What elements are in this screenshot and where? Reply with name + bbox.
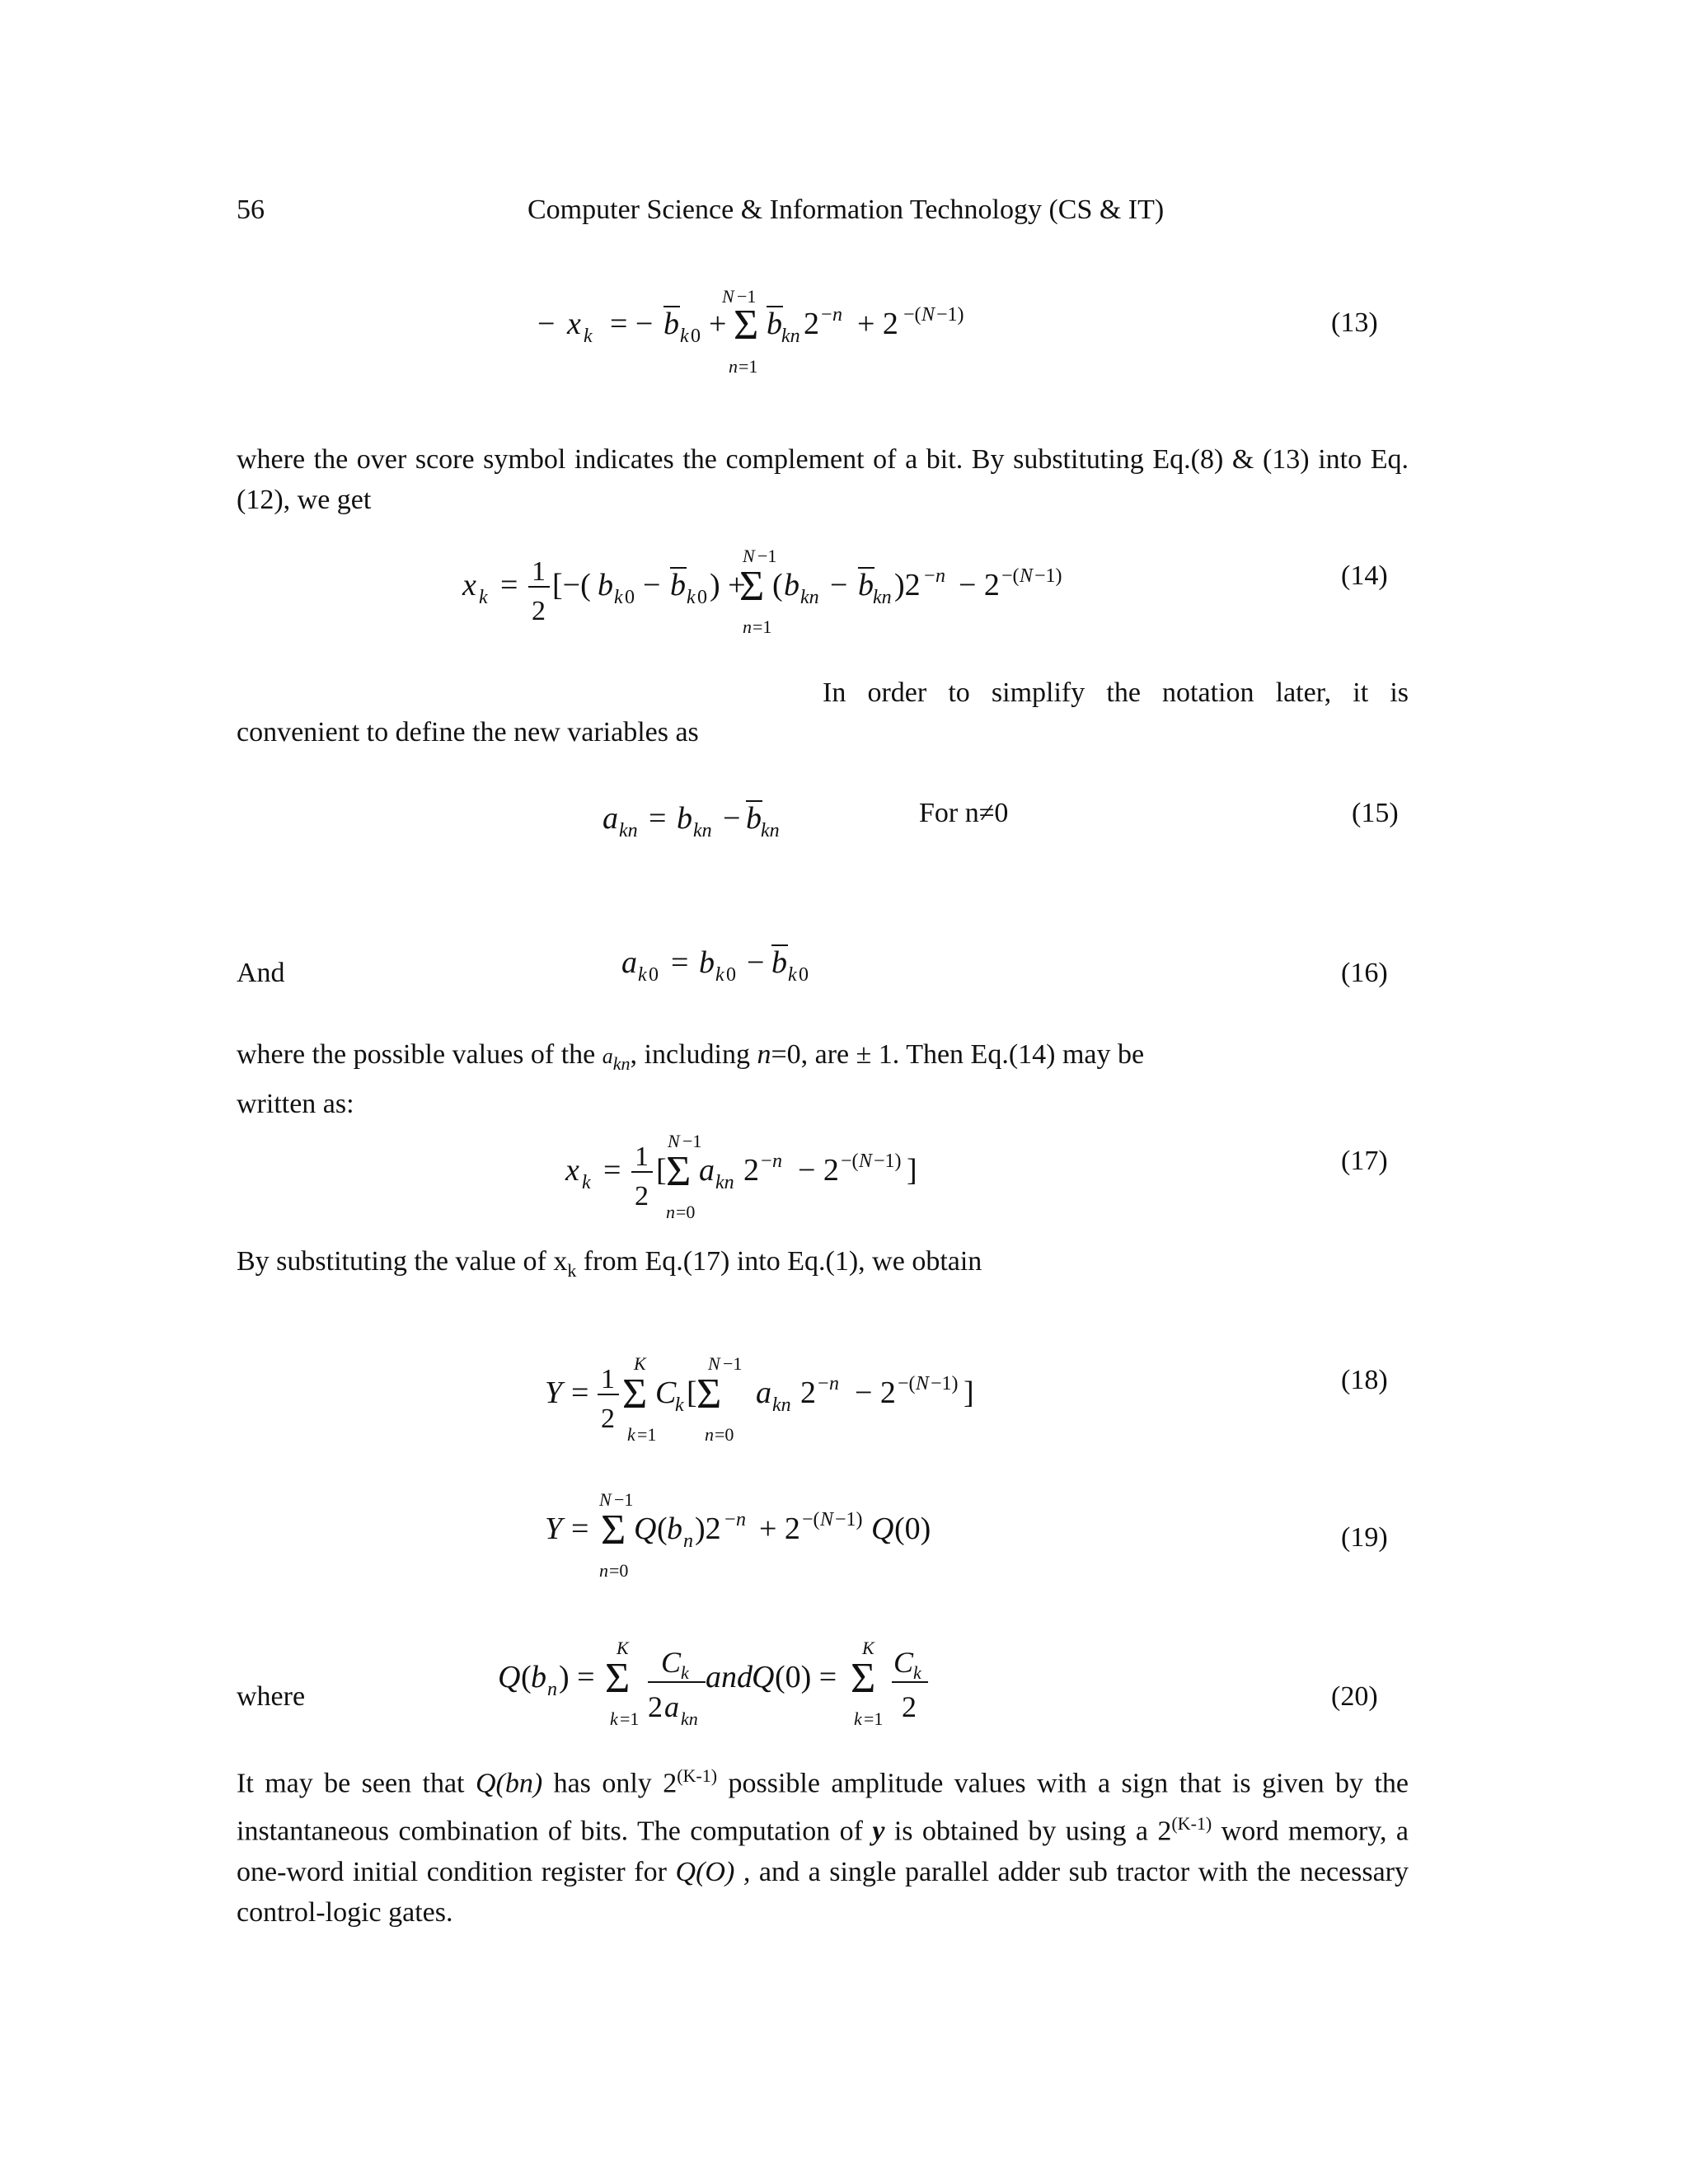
svg-text:]: ] (964, 1376, 974, 1410)
svg-text:k: k (681, 1662, 689, 1683)
paragraph-text: written as: (237, 1088, 354, 1119)
term-y: y (872, 1816, 885, 1847)
svg-text:−: − (724, 1509, 736, 1530)
equation-18 (540, 1352, 1001, 1451)
svg-text:x: x (565, 1153, 579, 1188)
svg-text:n: n (829, 1373, 839, 1394)
paragraph-text: By substituting the value of x (237, 1246, 568, 1277)
svg-text:=1: =1 (753, 616, 772, 637)
svg-text:−1): −1) (835, 1509, 863, 1530)
superscript-k-1: (K-1) (677, 1765, 718, 1786)
svg-text:k: k (582, 1172, 591, 1193)
svg-text:−1): −1) (1034, 565, 1062, 587)
svg-text:=1: =1 (620, 1708, 640, 1729)
svg-text:C: C (661, 1646, 682, 1679)
condition-label: For n≠0 (919, 798, 1009, 828)
svg-text:−(: −( (802, 1509, 820, 1530)
variable-n: n (757, 1039, 771, 1070)
svg-text:−(: −( (1001, 565, 1020, 587)
svg-text:2: 2 (902, 1690, 917, 1723)
svg-text:n: n (832, 304, 842, 326)
svg-text:n: n (729, 356, 738, 377)
paragraph-substituting (237, 1246, 982, 1282)
svg-text:x: x (567, 307, 581, 341)
svg-text:−: − (761, 1151, 772, 1172)
svg-text:K: K (862, 1638, 874, 1658)
svg-text:kn: kn (761, 820, 780, 841)
svg-text:(: ( (657, 1511, 668, 1546)
equation-number-16: (16) (1341, 958, 1388, 988)
equation-number-15: (15) (1352, 798, 1399, 828)
svg-text:0: 0 (649, 964, 659, 986)
paragraph-text: It may be seen that (237, 1768, 465, 1799)
svg-text:N: N (668, 1131, 680, 1151)
svg-text:−: − (537, 307, 556, 341)
svg-text:kn: kn (772, 1394, 791, 1416)
svg-text:0: 0 (697, 587, 707, 608)
svg-text:=: = (571, 1511, 589, 1546)
equation-13 (528, 284, 989, 383)
svg-text:N: N (859, 1151, 873, 1172)
svg-text:b: b (771, 945, 787, 980)
variable-subscript: kn (612, 1052, 631, 1074)
paragraph-possible-values (237, 1034, 1144, 1124)
svg-text:b: b (670, 568, 686, 602)
svg-text:k: k (614, 587, 623, 608)
svg-text:)2: )2 (894, 568, 921, 602)
svg-text:+ 2: + 2 (857, 307, 898, 341)
svg-text:b: b (667, 1511, 682, 1546)
svg-text:−1: −1 (757, 546, 777, 566)
svg-text:N: N (722, 286, 734, 307)
svg-text:K: K (617, 1638, 629, 1658)
svg-text:1: 1 (635, 1141, 649, 1172)
svg-text:b: b (784, 568, 799, 602)
svg-text:n: n (736, 1509, 746, 1530)
svg-text:k: k (638, 964, 647, 986)
svg-text:n: n (705, 1424, 714, 1445)
svg-text:2: 2 (648, 1690, 663, 1723)
term-q-bn: Q(bn) (475, 1768, 543, 1799)
equation-19 (540, 1488, 968, 1586)
svg-text:n: n (772, 1151, 782, 1172)
svg-text:and: and (706, 1660, 753, 1694)
paragraph-text: possible amplitude values with a sign that is given by the instantaneous combination of bits. The computation of (237, 1768, 1409, 1847)
svg-text:C: C (655, 1376, 677, 1410)
svg-text:)2: )2 (695, 1511, 721, 1546)
equation-number-18: (18) (1341, 1365, 1388, 1395)
svg-text:]: ] (907, 1153, 917, 1188)
variable-a: a (602, 1044, 613, 1068)
svg-text:=1: =1 (637, 1424, 657, 1445)
svg-text:kn: kn (781, 326, 800, 347)
svg-text:−: − (747, 945, 765, 980)
svg-text:(0) =: (0) = (775, 1660, 837, 1694)
svg-text:N: N (1020, 565, 1034, 587)
equation-17 (560, 1129, 940, 1228)
svg-text:N: N (743, 546, 755, 566)
svg-text:−(: −( (841, 1151, 859, 1172)
svg-text:=1: =1 (738, 356, 758, 377)
svg-text:Σ: Σ (666, 1148, 692, 1195)
svg-text:−1: −1 (723, 1353, 743, 1374)
svg-text:N: N (916, 1373, 930, 1394)
svg-text:−1): −1) (931, 1373, 959, 1394)
where-label: where (237, 1681, 306, 1712)
paragraph-text: =0, are ± 1. Then Eq.(14) may be (771, 1039, 1145, 1070)
svg-text:−: − (643, 568, 661, 602)
svg-text:−: − (830, 568, 848, 602)
svg-text:b: b (746, 801, 762, 836)
svg-text:−(: −( (898, 1373, 916, 1394)
svg-text:Q: Q (634, 1511, 657, 1546)
svg-text:k: k (627, 1424, 635, 1445)
paragraph-conclusion (237, 1755, 1409, 1933)
equation-number-19: (19) (1341, 1522, 1388, 1553)
svg-text:n: n (547, 1679, 557, 1700)
svg-text:Q: Q (871, 1511, 894, 1546)
svg-text:kn: kn (693, 820, 712, 841)
svg-text:a: a (699, 1153, 715, 1188)
svg-text:x: x (462, 568, 476, 602)
svg-text:+: + (709, 307, 727, 341)
svg-text:=: = (500, 568, 518, 602)
running-header: Computer Science & Information Technology (CS & IT) (528, 194, 1165, 225)
svg-text:Σ: Σ (622, 1371, 648, 1418)
svg-text:1: 1 (532, 556, 546, 587)
svg-text:a: a (756, 1376, 771, 1410)
svg-text:− 2: − 2 (855, 1376, 896, 1410)
svg-text:2: 2 (800, 1376, 816, 1410)
svg-text:=0: =0 (715, 1424, 734, 1445)
superscript-k-1: (K-1) (1171, 1813, 1212, 1835)
svg-text:Σ: Σ (739, 563, 765, 610)
equation-number-20: (20) (1331, 1681, 1378, 1712)
svg-text:0: 0 (625, 587, 635, 608)
paragraph-text: and a single parallel adder sub tractor with the necessary control-logic gates. (237, 1856, 1409, 1928)
paragraph-notation-left: convenient to define the new variables as (237, 717, 699, 748)
svg-text:b: b (677, 801, 692, 836)
svg-text:2: 2 (601, 1404, 615, 1434)
paragraph-text: is obtained by using a 2 (893, 1816, 1172, 1847)
svg-text:a: a (603, 801, 618, 836)
svg-text:=: = (571, 1376, 589, 1410)
svg-text:− 2: − 2 (798, 1153, 839, 1188)
svg-text:Σ: Σ (734, 302, 759, 349)
svg-text:kn: kn (619, 820, 638, 841)
svg-text:0: 0 (799, 964, 809, 986)
paragraph-notation-right: In order to simplify the notation later, it is (823, 677, 1409, 708)
svg-text:−: − (818, 1373, 829, 1394)
svg-text:N: N (708, 1353, 720, 1374)
svg-text:b: b (598, 568, 613, 602)
svg-text:=: = (671, 945, 689, 980)
svg-text:k: k (479, 587, 488, 608)
svg-text:k: k (584, 326, 593, 347)
svg-text:−1: −1 (737, 286, 757, 307)
svg-text:kn: kn (800, 587, 819, 608)
svg-text:(: ( (521, 1660, 532, 1694)
svg-text:C: C (893, 1646, 914, 1679)
svg-text:(: ( (772, 568, 783, 602)
svg-text:2: 2 (532, 596, 546, 626)
paragraph-text: has only 2 (553, 1768, 678, 1799)
svg-text:−1: −1 (614, 1489, 634, 1510)
svg-text:N: N (921, 304, 935, 326)
svg-text:kn: kn (873, 587, 892, 608)
svg-text:=0: =0 (609, 1560, 629, 1581)
svg-text:n: n (683, 1530, 693, 1552)
svg-text:N: N (599, 1489, 612, 1510)
equation-20 (495, 1636, 956, 1735)
term-q-o: Q(O) , (675, 1856, 751, 1887)
svg-text:− 2: − 2 (959, 568, 1000, 602)
svg-text:Q: Q (498, 1660, 521, 1694)
equation-number-14: (14) (1341, 560, 1388, 591)
svg-text:n: n (599, 1560, 608, 1581)
svg-text:k: k (788, 964, 797, 986)
svg-text:Y: Y (545, 1511, 563, 1546)
subscript-k: k (567, 1259, 577, 1281)
svg-text:Σ: Σ (605, 1655, 631, 1702)
svg-text:kn: kn (681, 1708, 698, 1729)
equation-16 (617, 931, 831, 997)
svg-text:−1: −1 (682, 1131, 702, 1151)
svg-text:−: − (821, 304, 832, 326)
svg-text:=1: =1 (864, 1708, 884, 1729)
svg-text:k: k (675, 1394, 684, 1416)
and-label: And (237, 958, 285, 988)
svg-text:0: 0 (691, 326, 701, 347)
svg-text:=: = (649, 801, 667, 836)
svg-text:Y: Y (545, 1376, 563, 1410)
page-number: 56 (237, 194, 265, 225)
svg-text:−(: −( (903, 304, 921, 326)
equation-number-13: (13) (1331, 307, 1378, 338)
svg-text:[: [ (687, 1376, 697, 1410)
paragraph-text: word memory, a one-word initial condition register for (237, 1816, 1409, 1887)
paragraph-complement: where the over score symbol indicates the complement of a bit. By substituting Eq.(8) & (13) into Eq.(12), we get (237, 444, 1409, 515)
svg-text:−1): −1) (874, 1151, 902, 1172)
svg-text:n: n (743, 616, 752, 637)
svg-text:(0): (0) (894, 1511, 931, 1546)
svg-text:k: k (854, 1708, 862, 1729)
svg-text:Q: Q (752, 1660, 775, 1694)
svg-text:a: a (621, 945, 637, 980)
equation-15 (598, 787, 795, 853)
svg-text:n: n (666, 1202, 675, 1222)
svg-text:b: b (531, 1660, 546, 1694)
svg-text:−: − (723, 801, 741, 836)
svg-text:−1): −1) (936, 304, 964, 326)
svg-text:−: − (924, 565, 935, 587)
svg-text:2: 2 (635, 1181, 649, 1212)
svg-text:Σ: Σ (696, 1371, 722, 1418)
svg-text:=0: =0 (676, 1202, 696, 1222)
svg-text:2: 2 (804, 307, 819, 341)
svg-text:[−(: [−( (552, 568, 591, 602)
paragraph-text: where the possible values of the (237, 1039, 596, 1070)
svg-text:) +: ) + (710, 568, 746, 602)
svg-text:=: = (603, 1153, 621, 1188)
svg-text:[: [ (656, 1153, 667, 1188)
svg-text:b: b (767, 307, 782, 341)
svg-text:n: n (935, 565, 945, 587)
svg-text:b: b (663, 307, 679, 341)
svg-text:a: a (664, 1690, 679, 1723)
svg-text:k: k (913, 1662, 921, 1683)
paragraph-text: from Eq.(17) into Eq.(1), we obtain (576, 1246, 982, 1277)
equation-14 (457, 544, 1084, 643)
svg-text:1: 1 (601, 1364, 615, 1394)
svg-text:= −: = − (610, 307, 654, 341)
svg-text:k: k (680, 326, 689, 347)
svg-text:k: k (610, 1708, 618, 1729)
svg-text:0: 0 (726, 964, 736, 986)
equation-number-17: (17) (1341, 1146, 1388, 1176)
svg-text:k: k (715, 964, 724, 986)
svg-text:Σ: Σ (601, 1507, 626, 1554)
svg-text:b: b (699, 945, 715, 980)
svg-text:+ 2: + 2 (759, 1511, 800, 1546)
svg-text:kn: kn (715, 1172, 734, 1193)
svg-text:Σ: Σ (851, 1655, 876, 1702)
svg-text:k: k (687, 587, 696, 608)
paragraph-text: , including (630, 1039, 750, 1070)
svg-text:2: 2 (743, 1153, 759, 1188)
svg-text:b: b (858, 568, 874, 602)
svg-text:) =: ) = (559, 1660, 595, 1694)
svg-text:N: N (820, 1509, 834, 1530)
svg-text:K: K (634, 1353, 646, 1374)
